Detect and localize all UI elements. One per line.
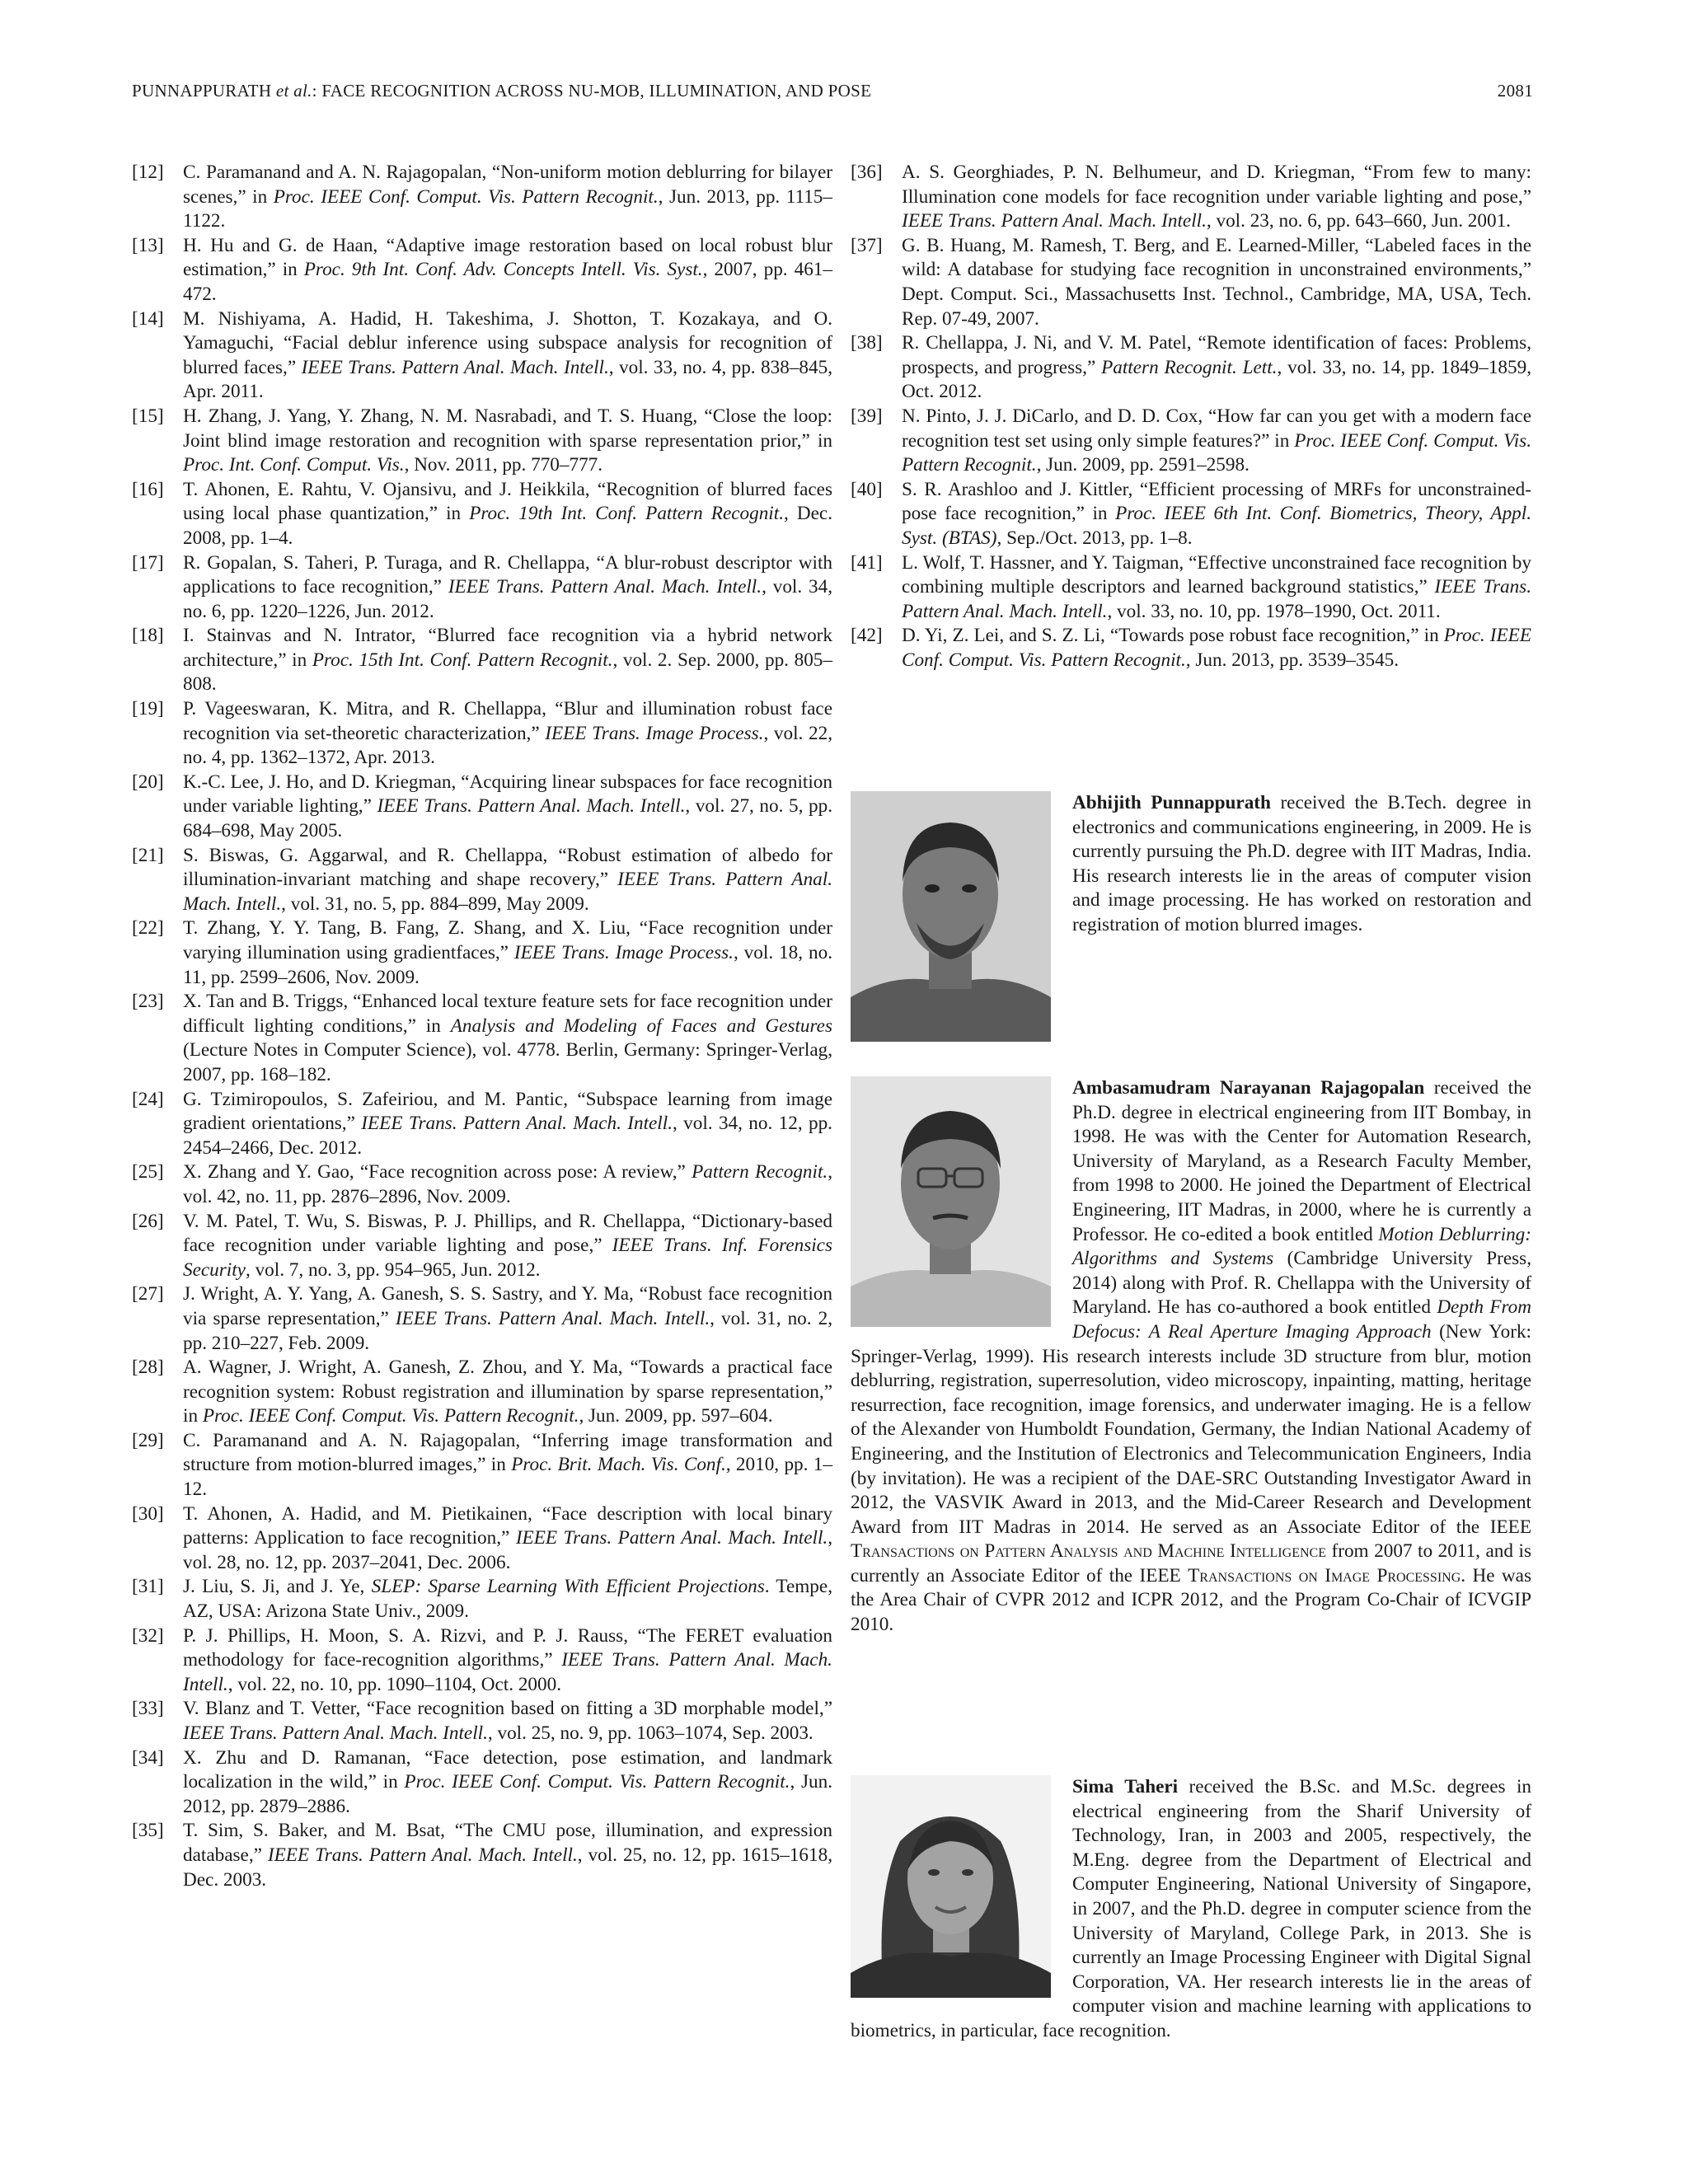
reference-entry	[851, 161, 1531, 234]
reference-text: J. Liu, S. Ji, and J. Ye,	[183, 1576, 372, 1598]
reference-details: , 2010, pp. 1–12.	[183, 1454, 832, 1501]
reference-text: H. Hu and G. de Haan, “Adaptive image restoration based on local robust blur estimation,” in	[183, 234, 832, 281]
reference-venue: IEEE Trans. Pattern Anal. Mach. Intell.	[395, 1307, 710, 1329]
reference-details: , Jun. 2012, pp. 2879–2886.	[183, 1771, 832, 1817]
page-number: 2081	[1497, 81, 1533, 101]
reference-entry	[132, 624, 832, 697]
reference-text: T. Sim, S. Baker, and M. Bsat, “The CMU pose, illumination, and expression database,”	[183, 1820, 832, 1866]
reference-details: , vol. 34, no. 6, pp. 1220–1226, Jun. 2012.	[183, 576, 832, 622]
portrait-image	[851, 1775, 1051, 1998]
reference-venue: Proc. IEEE Conf. Comput. Vis. Pattern Recognit.	[902, 429, 1531, 476]
reference-venue: Proc. IEEE Conf. Comput. Vis. Pattern Recognit.	[273, 185, 659, 208]
reference-details: , vol. 18, no. 11, pp. 2599–2606, Nov. 2009.	[183, 942, 832, 988]
reference-number: [30]	[132, 1502, 164, 1525]
reference-text: R. Chellappa, J. Ni, and V. M. Patel, “Remote identification of faces: Problems, prospects, and progress,”	[902, 332, 1531, 378]
reference-entry	[132, 916, 832, 990]
reference-entry	[851, 331, 1531, 405]
author-photo-punnappurath	[851, 791, 1051, 1042]
portrait-image	[851, 791, 1051, 1042]
reference-text: S. Biswas, G. Aggarwal, and R. Chellappa, “Robust estimation of albedo for illumination-invariant matching and shape recovery,”	[183, 844, 832, 891]
reference-entry	[851, 478, 1531, 551]
reference-number: [15]	[132, 405, 164, 427]
running-head	[132, 81, 1533, 105]
bio-text: (Cambridge University Press, 2014) along with Prof. R. Chellappa with the University of Maryland. He has co-authored a book entitled	[1072, 1248, 1531, 1319]
reference-details: , vol. 31, no. 2, pp. 210–227, Feb. 2009.	[183, 1307, 833, 1354]
reference-number: [26]	[132, 1210, 164, 1232]
reference-entry	[132, 697, 832, 771]
reference-venue: Proc. 19th Int. Conf. Pattern Recognit.	[469, 503, 784, 525]
references-left-column	[132, 161, 832, 1892]
reference-venue: Proc. Int. Conf. Comput. Vis.	[183, 454, 405, 476]
reference-details: , vol. 2. Sep. 2000, pp. 805–808.	[183, 649, 832, 696]
reference-details: , Sep./Oct. 2013, pp. 1–8.	[996, 527, 1193, 549]
reference-text: C. Paramanand and A. N. Rajagopalan, “Inferring image transformation and structure from motion-blurred images,” in	[183, 1429, 832, 1476]
running-title-authors: PUNNAPPURATH	[132, 81, 272, 101]
reference-number: [40]	[851, 478, 883, 500]
bio-book-title: Depth From Defocus: A Real Aperture Imaging Approach	[1072, 1296, 1531, 1343]
reference-text: A. S. Georghiades, P. N. Belhumeur, and D. Kriegman, “From few to many: Illumination cone models for face recognition under variable lighting and pose,”	[902, 162, 1531, 208]
running-title-etal: et al.	[275, 81, 312, 101]
author-photo-rajagopalan	[851, 1076, 1051, 1327]
reference-number: [17]	[132, 551, 164, 574]
reference-details: , 2007, pp. 461–472.	[183, 259, 832, 305]
reference-text: D. Yi, Z. Lei, and S. Z. Li, “Towards pose robust face recognition,” in	[902, 625, 1444, 647]
bio-book-title: Motion Deblurring: Algorithms and Systems	[1072, 1223, 1531, 1270]
reference-number: [35]	[132, 1820, 164, 1842]
reference-number: [13]	[132, 234, 164, 256]
reference-entry	[132, 161, 832, 234]
bio-text: . He was the Area Chair of CVPR 2012 and ICPR 2012, and the Program Co-Chair of ICVGIP 2010.	[851, 1564, 1531, 1636]
reference-entry	[132, 1429, 832, 1502]
reference-venue: IEEE Trans. Pattern Anal. Mach. Intell.	[183, 1722, 488, 1744]
reference-number: [29]	[132, 1429, 164, 1451]
reference-text: X. Zhu and D. Ramanan, “Face detection, pose estimation, and landmark localization in the wild,” in	[183, 1746, 832, 1793]
reference-details: , Nov. 2011, pp. 770–777.	[404, 454, 603, 476]
reference-details: , vol. 34, no. 12, pp. 2454–2466, Dec. 2012.	[183, 1113, 832, 1159]
reference-details: (Lecture Notes in Computer Science), vol. 4778. Berlin, Germany: Springer-Verlag, 2007, pp. 168–182.	[183, 1039, 832, 1085]
running-title	[132, 81, 871, 101]
reference-text: P. J. Phillips, H. Moon, S. A. Rizvi, and P. J. Rauss, “The FERET evaluation methodology for face-recognition algorithms,”	[183, 1624, 832, 1671]
reference-entry	[132, 551, 832, 625]
reference-entry	[132, 1819, 832, 1892]
reference-details: , vol. 7, no. 3, pp. 954–965, Jun. 2012.	[245, 1258, 541, 1281]
reference-entry	[132, 1624, 832, 1698]
reference-details: , vol. 33, no. 4, pp. 838–845, Apr. 2011.	[183, 356, 832, 403]
reference-text: C. Paramanand and A. N. Rajagopalan, “Non-uniform motion deblurring for bilayer scenes,” in	[183, 162, 832, 208]
reference-number: [16]	[132, 478, 164, 500]
reference-number: [37]	[851, 234, 883, 256]
bio-rajagopalan	[851, 1076, 1531, 1638]
reference-text: T. Ahonen, A. Hadid, and M. Pietikainen, “Face description with local binary patterns: Application to face recognition,”	[183, 1502, 832, 1549]
reference-entry	[132, 1575, 832, 1624]
reference-number: [41]	[851, 551, 883, 574]
bio-text: received the B.Tech. degree in electronics and communications engineering, in 2009. He is currently pursuing the Ph.D. degree with IIT Madras, India. His research interests lie in the areas of computer vision and image processing. He has worked on restoration and registration of motion blurred images.	[1072, 792, 1531, 935]
reference-venue: IEEE Trans. Pattern Anal. Mach. Intell.	[377, 795, 686, 818]
reference-venue: IEEE Trans. Pattern Anal. Mach. Intell.	[902, 576, 1531, 622]
reference-details: , vol. 33, no. 10, pp. 1978–1990, Oct. 2011.	[1107, 600, 1441, 622]
reference-number: [32]	[132, 1624, 164, 1647]
reference-venue: IEEE Trans. Pattern Anal. Mach. Intell.	[301, 356, 609, 378]
reference-details: , Jun. 2013, pp. 3539–3545.	[1185, 649, 1400, 671]
reference-text: X. Zhang and Y. Gao, “Face recognition across pose: A review,”	[183, 1161, 692, 1183]
reference-venue: IEEE Trans. Inf. Forensics Security	[183, 1235, 832, 1281]
reference-text: X. Tan and B. Triggs, “Enhanced local texture feature sets for face recognition under difficult lighting conditions,” in	[183, 991, 832, 1037]
reference-number: [21]	[132, 844, 164, 866]
bio-taheri	[851, 1775, 1531, 2044]
reference-details: , Jun. 2009, pp. 597–604.	[579, 1405, 773, 1427]
reference-venue: Proc. Brit. Mach. Vis. Conf.	[511, 1454, 726, 1476]
reference-number: [34]	[132, 1746, 164, 1769]
reference-details: , vol. 25, no. 9, pp. 1063–1074, Sep. 2003.	[487, 1722, 814, 1744]
reference-details: , vol. 33, no. 14, pp. 1849–1859, Oct. 2012.	[902, 356, 1531, 403]
reference-number: [28]	[132, 1357, 164, 1379]
reference-venue: IEEE Trans. Image Process.	[513, 942, 734, 963]
reference-details: , vol. 42, no. 11, pp. 2876–2896, Nov. 2009.	[183, 1161, 832, 1207]
reference-number: [22]	[132, 917, 164, 940]
reference-entry	[132, 1088, 832, 1161]
reference-details: , vol. 22, no. 4, pp. 1362–1372, Apr. 2013.	[183, 722, 832, 769]
reference-number: [23]	[132, 991, 164, 1013]
reference-number: [36]	[851, 162, 883, 183]
reference-entry	[132, 1502, 832, 1576]
reference-text: V. M. Patel, T. Wu, S. Biswas, P. J. Phillips, and R. Chellappa, “Dictionary-based face recognition under variable lighting and pose,”	[183, 1210, 832, 1257]
reference-number: [25]	[132, 1161, 164, 1183]
references-right-column	[851, 161, 1531, 673]
reference-entry	[851, 405, 1531, 478]
reference-details: , Jun. 2013, pp. 1115–1122.	[183, 185, 832, 232]
reference-text: K.-C. Lee, J. Ho, and D. Kriegman, “Acquiring linear subspaces for face recognition under variable lighting,”	[183, 771, 832, 818]
reference-entry	[132, 990, 832, 1087]
reference-details: , vol. 22, no. 10, pp. 1090–1104, Oct. 2000.	[227, 1673, 561, 1695]
reference-text: M. Nishiyama, A. Hadid, H. Takeshima, J. Shotton, T. Kozakaya, and O. Yamaguchi, “Facial deblur inference using subspace analysis for recognition of blurred faces,”	[183, 307, 832, 378]
reference-number: [39]	[851, 405, 883, 427]
reference-entry	[851, 551, 1531, 625]
reference-details: , vol. 31, no. 5, pp. 884–899, May 2009.	[281, 893, 589, 915]
bio-text: received the Ph.D. degree in electrical engineering from IIT Bombay, in 1998. He was with the Center for Automation Research, University of Maryland, as a Research Faculty Member, from 1998 to 2000. He joined the Department of Electrical Engineering, IIT Madras, in 2000, where he is currently a Professor. He co-edited a book entitled	[1072, 1077, 1531, 1245]
reference-entry	[132, 1697, 832, 1746]
reference-text: J. Wright, A. Y. Yang, A. Ganesh, S. S. Sastry, and Y. Ma, “Robust face recognition via sparse representation,”	[183, 1283, 832, 1329]
bio-name: Ambasamudram Narayanan Rajagopalan	[1072, 1077, 1425, 1099]
reference-entry	[132, 771, 832, 844]
reference-venue: IEEE Trans. Image Process.	[545, 722, 764, 744]
reference-venue: Proc. IEEE Conf. Comput. Vis. Pattern Recognit.	[404, 1771, 790, 1793]
reference-number: [20]	[132, 771, 164, 793]
reference-venue: IEEE Trans. Pattern Anal. Mach. Intell.	[183, 1649, 832, 1695]
bio-name: Abhijith Punnappurath	[1072, 792, 1271, 813]
reference-number: [27]	[132, 1283, 164, 1305]
reference-venue: Analysis and Modeling of Faces and Gestures	[450, 1015, 832, 1037]
author-photo-taheri	[851, 1775, 1051, 1998]
reference-number: [18]	[132, 625, 164, 647]
reference-entry	[132, 1160, 832, 1209]
reference-details: , Dec. 2008, pp. 1–4.	[183, 503, 832, 549]
reference-venue: Proc. 9th Int. Conf. Adv. Concepts Intell. Vis. Syst.	[303, 259, 703, 281]
reference-text: S. R. Arashloo and J. Kittler, “Efficient processing of MRFs for unconstrained-pose face recognition,” in	[902, 478, 1531, 525]
reference-venue: Pattern Recognit.	[692, 1161, 828, 1183]
bio-text: (New York: Springer-Verlag, 1999). His research interests include 3D structure from blur, motion deblurring, registration, superresolution, video microscopy, inpainting, matting, heritage resurrection, face recognition, image forensics, and underwater imaging. He is a fellow of the Alexander von Humboldt Foundation, Germany, the Indian National Academy of Engineering, and the Institution of Electronics and Telecommunication Engineers, India (by invitation). He was a recipient of the DAE-SRC Outstanding Investigator Award in 2012, the VASVIK Award in 2013, and the Mid-Career Research and Development Award from IIT Madras in 2014. He served as an Associate Editor of the IEEE	[851, 1320, 1531, 1538]
reference-entry	[132, 1356, 832, 1429]
reference-venue: IEEE Trans. Pattern Anal. Mach. Intell.	[183, 869, 832, 915]
reference-venue: SLEP: Sparse Learning With Efficient Projections	[371, 1576, 765, 1598]
running-title-text: : FACE RECOGNITION ACROSS NU-MOB, ILLUMINATION, AND POSE	[312, 81, 872, 101]
reference-text: N. Pinto, J. J. DiCarlo, and D. D. Cox, “How far can you get with a modern face recognition test set using only simple features?” in	[902, 405, 1531, 452]
reference-number: [31]	[132, 1576, 164, 1598]
bio-name: Sima Taheri	[1072, 1776, 1179, 1797]
reference-number: [33]	[132, 1698, 164, 1720]
journal-name: Transactions on Image Processing	[1188, 1564, 1461, 1586]
bio-text: received the B.Sc. and M.Sc. degrees in electrical engineering from the Sharif University of Technology, Iran, in 2003 and 2005, respectively, the M.Eng. degree from the Department of Electrical and Computer Engineering, National University of Singapore, in 2007, and the Ph.D. degree in computer science from the University of Maryland, College Park, in 2013. She is currently an Image Processing Engineer with Digital Signal Corporation, VA. Her research interests lie in the areas of computer vision and machine learning with applications to biometrics, in particular, face recognition.	[851, 1776, 1531, 2041]
reference-entry	[132, 844, 832, 917]
reference-venue: Proc. IEEE Conf. Comput. Vis. Pattern Recognit.	[202, 1405, 579, 1427]
reference-details: , vol. 27, no. 5, pp. 684–698, May 2005.	[183, 795, 832, 842]
portrait-image	[851, 1076, 1051, 1327]
reference-entry	[132, 307, 832, 405]
reference-number: [14]	[132, 307, 164, 330]
reference-text: I. Stainvas and N. Intrator, “Blurred face recognition via a hybrid network architecture,” in	[183, 625, 832, 671]
reference-details: . Tempe, AZ, USA: Arizona State Univ., 2009.	[183, 1576, 832, 1623]
reference-text: T. Zhang, Y. Y. Tang, B. Fang, Z. Shang, and X. Liu, “Face recognition under varying illumination using gradientfaces,”	[183, 917, 832, 963]
reference-text: T. Ahonen, E. Rahtu, V. Ojansivu, and J. Heikkila, “Recognition of blurred faces using local phase quantization,” in	[183, 478, 832, 525]
reference-venue: Proc. IEEE 6th Int. Conf. Biometrics, Theory, Appl. Syst. (BTAS)	[902, 503, 1531, 549]
reference-entry	[132, 234, 832, 307]
reference-venue: Proc. IEEE Conf. Comput. Vis. Pattern Recognit.	[902, 625, 1531, 671]
reference-text: R. Gopalan, S. Taheri, P. Turaga, and R. Chellappa, “A blur-robust descriptor with applications to face recognition,”	[183, 551, 832, 598]
journal-name: Transactions on Pattern Analysis and Machine Intelligence	[851, 1540, 1326, 1563]
reference-details: , vol. 25, no. 12, pp. 1615–1618, Dec. 2003.	[183, 1844, 832, 1891]
reference-number: [38]	[851, 332, 883, 354]
reference-details: , Jun. 2009, pp. 2591–2598.	[1036, 454, 1250, 476]
reference-entry	[132, 1746, 832, 1820]
reference-venue: IEEE Trans. Pattern Anal. Mach. Intell.	[902, 210, 1207, 232]
bio-punnappurath	[851, 791, 1531, 1045]
reference-details: , vol. 28, no. 12, pp. 2037–2041, Dec. 2006.	[183, 1527, 832, 1573]
bio-text: from 2007 to 2011, and is currently an Associate Editor of the IEEE	[851, 1540, 1531, 1586]
reference-text: P. Vageeswaran, K. Mitra, and R. Chellappa, “Blur and illumination robust face recognition via set-theoretic characterization,”	[183, 698, 832, 744]
reference-number: [42]	[851, 625, 883, 647]
reference-entry	[851, 624, 1531, 673]
reference-venue: Pattern Recognit. Lett.	[1101, 356, 1278, 378]
reference-text: H. Zhang, J. Yang, Y. Zhang, N. M. Nasrabadi, and T. S. Huang, “Close the loop: Joint blind image restoration and recognition with sparse representation prior,” in	[183, 405, 832, 452]
reference-text: L. Wolf, T. Hassner, and Y. Taigman, “Effective unconstrained face recognition by combining multiple descriptors and learned background statistics,”	[902, 551, 1531, 598]
reference-number: [19]	[132, 698, 164, 720]
reference-entry	[132, 1282, 832, 1356]
reference-venue: IEEE Trans. Pattern Anal. Mach. Intell.	[448, 576, 762, 598]
reference-text: V. Blanz and T. Vetter, “Face recognition based on fitting a 3D morphable model,”	[183, 1698, 832, 1720]
reference-text: A. Wagner, J. Wright, A. Ganesh, Z. Zhou, and Y. Ma, “Towards a practical face recognition system: Robust registration and illumination by sparse representation,” in	[183, 1357, 832, 1427]
reference-number: [24]	[132, 1088, 164, 1110]
reference-text: G. Tzimiropoulos, S. Zafeiriou, and M. Pantic, “Subspace learning from image gradient orientations,”	[183, 1088, 832, 1135]
reference-entry	[132, 1210, 832, 1283]
reference-details: , vol. 23, no. 6, pp. 643–660, Jun. 2001.	[1206, 210, 1511, 232]
reference-venue: IEEE Trans. Pattern Anal. Mach. Intell.	[267, 1844, 578, 1866]
reference-venue: IEEE Trans. Pattern Anal. Mach. Intell.	[361, 1113, 673, 1135]
reference-entry	[132, 405, 832, 478]
reference-entry	[132, 478, 832, 551]
reference-venue: Proc. 15th Int. Conf. Pattern Recognit.	[312, 649, 613, 671]
reference-entry	[851, 234, 1531, 331]
reference-venue: IEEE Trans. Pattern Anal. Mach. Intell.	[515, 1527, 828, 1549]
reference-text: G. B. Huang, M. Ramesh, T. Berg, and E. Learned-Miller, “Labeled faces in the wild: A database for studying face recognition in unconstrained environments,” Dept. Comput. Sci., Massachusetts Inst. Technol., Cambridge, MA, USA, Tech. Rep. 07-49, 2007.	[902, 234, 1531, 330]
reference-number: [12]	[132, 162, 164, 183]
